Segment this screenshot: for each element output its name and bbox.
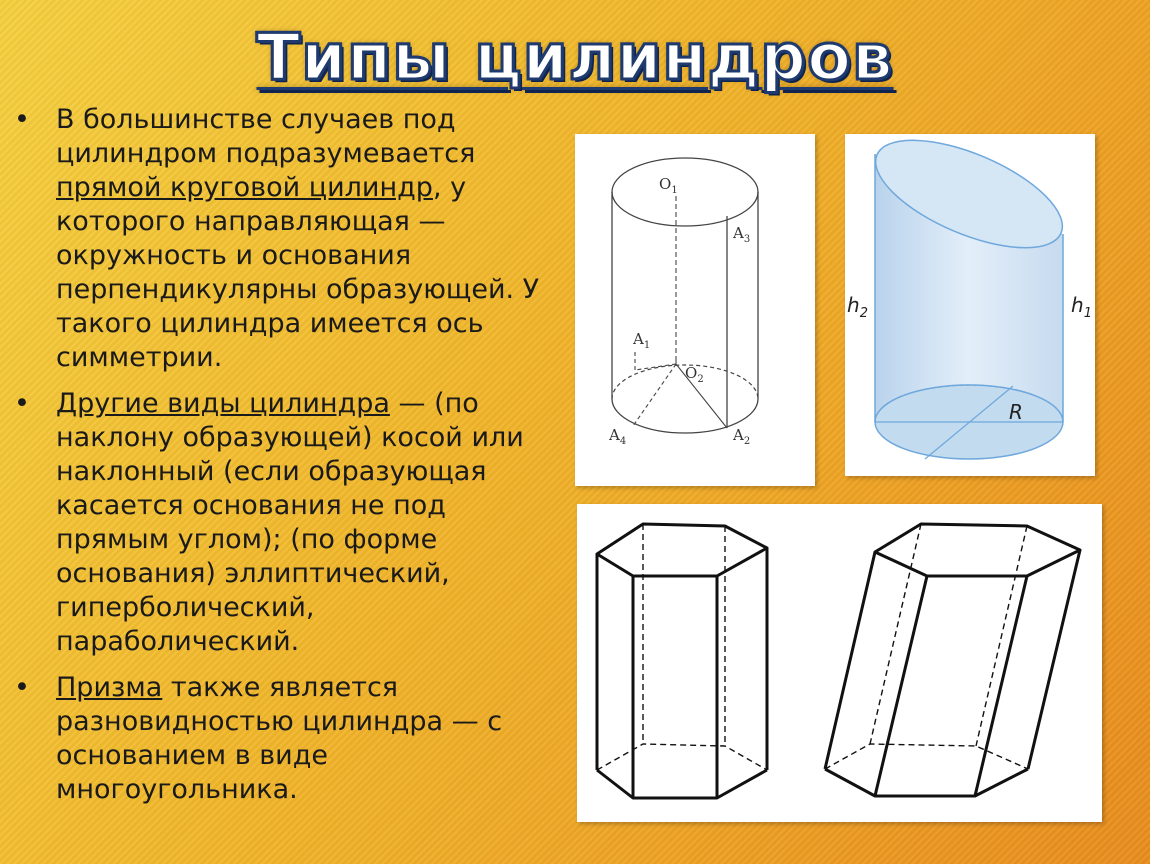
label-h1: h — [1071, 293, 1084, 317]
text-column — [12, 103, 552, 819]
bullet-marker: • — [14, 104, 30, 135]
right-cylinder-drawing — [575, 134, 815, 486]
label-a2-sub: 2 — [743, 436, 751, 447]
label-a4-sub: 4 — [619, 436, 627, 447]
label-o1: O — [659, 175, 672, 193]
page-title: Типы цилиндров — [256, 21, 894, 95]
truncated-cylinder-figure — [845, 134, 1095, 476]
bullet-1-pre: В большинстве случаев под цилиндром подразумевается — [56, 104, 476, 169]
svg-text:A1 — [632, 330, 650, 351]
label-a1-sub: 1 — [643, 340, 651, 351]
svg-text:O2 — [685, 364, 704, 385]
prisms-figure — [577, 504, 1102, 822]
bullet-item-2 — [12, 387, 552, 659]
bullet-item-1 — [12, 103, 552, 375]
label-a3-sub: 3 — [743, 234, 751, 245]
link-right-circular-cylinder[interactable]: прямой круговой цилиндр — [56, 172, 433, 203]
label-o2-sub: 2 — [697, 374, 704, 385]
label-r: R — [1009, 400, 1023, 424]
svg-text:O1 — [659, 175, 678, 196]
right-cylinder-figure — [575, 134, 815, 486]
label-a3: A — [733, 224, 744, 242]
label-a2: A — [733, 426, 744, 444]
label-a1: A — [633, 330, 644, 348]
link-prism[interactable]: Призма — [56, 672, 163, 703]
oblique-hexagonal-prism — [825, 524, 1080, 796]
bullet-item-3 — [12, 671, 552, 807]
bullet-3-post: также является разновидностью цилиндра — с основанием в виде многоугольника. — [56, 672, 503, 805]
svg-text:A3 — [732, 224, 750, 245]
svg-text:h2 — [847, 293, 868, 321]
truncated-cylinder-drawing — [845, 134, 1095, 476]
right-hexagonal-prism — [597, 524, 767, 798]
link-other-cylinder-types[interactable]: Другие виды цилиндра — [56, 388, 390, 419]
prisms-drawing — [577, 504, 1102, 822]
bullet-marker: • — [14, 388, 30, 419]
label-o2: O — [685, 364, 698, 382]
label-o1-sub: 1 — [671, 185, 678, 196]
svg-text:A4 — [608, 426, 626, 447]
label-h1-sub: 1 — [1083, 306, 1092, 321]
bullet-marker: • — [14, 672, 30, 703]
svg-text:A2 — [732, 426, 750, 447]
svg-text:h1 — [1071, 293, 1092, 321]
bullet-1-post: , у которого направляющая — окружность и основания перпендикулярны образующей. У такого цилиндра имеется ось симметрии. — [56, 172, 540, 373]
bullet-2-post: — (по наклону образующей) косой или наклонный (если образующая касается основания не под прямым углом); (по форме основания) эллиптический, гиперболический, параболический. — [56, 388, 524, 657]
label-h2: h — [847, 293, 860, 317]
label-h2-sub: 2 — [859, 306, 868, 321]
label-a4: A — [609, 426, 620, 444]
